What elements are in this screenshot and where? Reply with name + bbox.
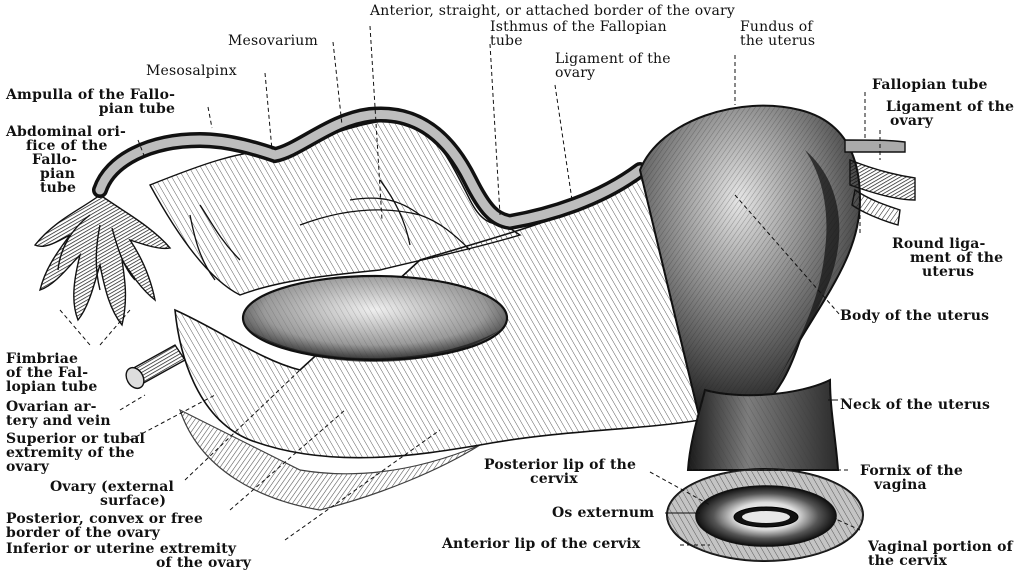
label-inferior-extremity: Inferior or uterine extremity of the ovary — [6, 541, 252, 571]
label-body-uterus: Body of the uterus — [840, 308, 990, 324]
label-posterior-lip: Posterior lip of the cervix — [484, 457, 637, 487]
label-abdominal-orifice: Abdominal ori- fice of the Fallo- pian tube — [6, 124, 126, 196]
os-externum-inner — [742, 511, 790, 523]
label-ampulla: Ampulla of the Fallo- pian tube — [6, 87, 176, 117]
label-neck-uterus: Neck of the uterus — [840, 397, 991, 413]
label-posterior-border: Posterior, convex or free border of the ovary — [6, 511, 203, 541]
label-ligament-ovary-right: Ligament of the ovary — [886, 99, 1015, 129]
label-fornix: Fornix of the vagina — [860, 463, 963, 493]
label-ovarian-artery: Ovarian ar- tery and vein — [6, 399, 111, 429]
label-round-ligament: Round liga- ment of the uterus — [892, 236, 1004, 280]
label-superior-extremity: Superior or tubal extremity of the ovary — [6, 431, 146, 475]
label-ligament-ovary-top: Ligament of the ovary — [555, 51, 671, 81]
label-fallopian-tube-right: Fallopian tube — [872, 77, 988, 93]
label-fundus: Fundus of the uterus — [740, 19, 816, 49]
label-mesovarium: Mesovarium — [228, 33, 318, 49]
label-mesosalpinx: Mesosalpinx — [146, 63, 237, 79]
label-os-externum: Os externum — [552, 505, 655, 521]
label-vaginal-portion: Vaginal portion of the cervix — [868, 539, 1013, 569]
label-anterior-lip: Anterior lip of the cervix — [442, 536, 641, 552]
label-anterior-border: Anterior, straight, or attached border of the ovary — [370, 3, 735, 19]
ovarian-vessels — [123, 345, 185, 392]
fimbriae — [35, 195, 170, 325]
label-isthmus: Isthmus of the Fallopian tube — [490, 19, 667, 49]
label-ovary-external: Ovary (external surface) — [50, 479, 174, 509]
label-fimbriae: Fimbriae of the Fal- lopian tube — [6, 351, 98, 395]
